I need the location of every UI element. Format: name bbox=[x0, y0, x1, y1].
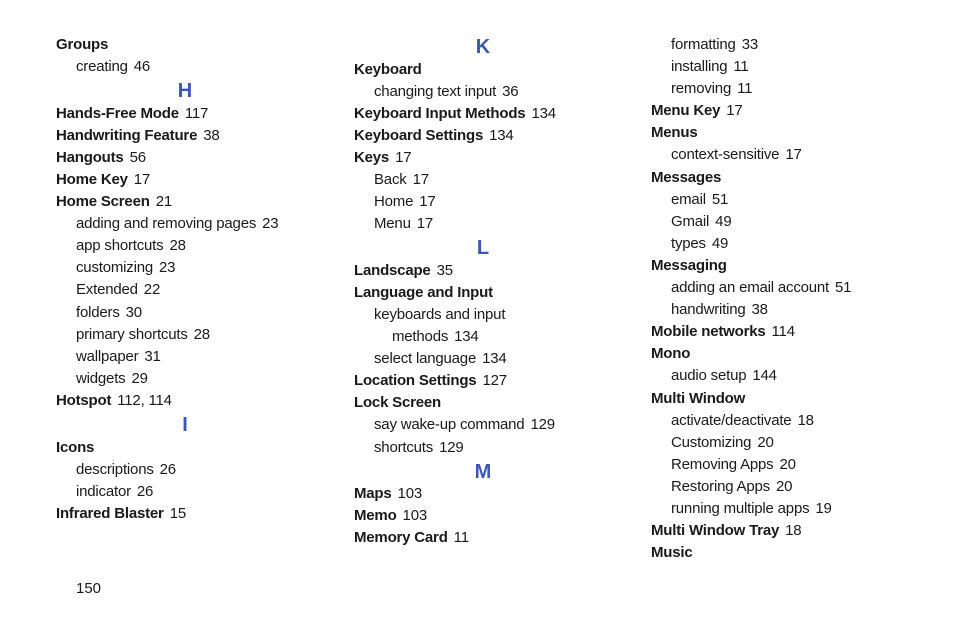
index-entry bbox=[651, 122, 911, 144]
entry-term: Removing Apps bbox=[671, 455, 774, 473]
index-entry bbox=[651, 255, 911, 277]
entry-page-ref: 15 bbox=[169, 504, 186, 522]
entry-term: wallpaper bbox=[76, 347, 139, 365]
entry-term: say wake-up command bbox=[374, 416, 525, 434]
entry-page-ref: 117 bbox=[184, 104, 209, 122]
entry-term: Infrared Blaster bbox=[56, 504, 164, 522]
entry-term: Multi Window Tray bbox=[651, 522, 780, 540]
index-subentry bbox=[56, 368, 316, 390]
entry-page-ref: 17 bbox=[419, 193, 436, 211]
index-subentry bbox=[56, 481, 316, 503]
entry-term: context-sensitive bbox=[671, 146, 780, 164]
index-entry bbox=[354, 59, 614, 81]
entry-page-ref: 35 bbox=[436, 261, 453, 279]
index-entry bbox=[354, 527, 614, 549]
index-subentry bbox=[354, 437, 614, 459]
entry-term: Home Screen bbox=[56, 193, 150, 211]
entry-page-ref: 26 bbox=[159, 460, 176, 478]
entry-term: methods bbox=[392, 328, 449, 346]
entry-page-ref: 31 bbox=[144, 347, 161, 365]
index-entry bbox=[651, 520, 911, 542]
entry-term: installing bbox=[671, 58, 728, 76]
index-entry bbox=[354, 483, 614, 505]
index-column-3 bbox=[651, 34, 911, 564]
entry-page-ref: 127 bbox=[482, 372, 507, 390]
index-subentry bbox=[56, 56, 316, 78]
entry-term: handwriting bbox=[671, 301, 746, 319]
entry-page-ref: 21 bbox=[155, 193, 172, 211]
entry-page-ref: 134 bbox=[454, 328, 479, 346]
index-subentry bbox=[354, 213, 614, 235]
entry-term: Home Key bbox=[56, 170, 128, 188]
index-entry bbox=[354, 370, 614, 392]
entry-page-ref: 33 bbox=[741, 36, 758, 53]
entry-term: Home bbox=[374, 193, 414, 211]
entry-term: Music bbox=[651, 544, 693, 562]
index-subentry bbox=[354, 348, 614, 370]
entry-page-ref: 112, 114 bbox=[117, 391, 172, 409]
index-subentry bbox=[56, 279, 316, 301]
entry-term: Memory Card bbox=[354, 529, 448, 547]
index-subentry bbox=[651, 299, 911, 321]
section-letter: M bbox=[474, 460, 492, 483]
entry-term: audio setup bbox=[671, 367, 747, 385]
entry-term: Hands-Free Mode bbox=[56, 104, 179, 122]
entry-page-ref: 103 bbox=[397, 485, 422, 503]
entry-term: Restoring Apps bbox=[671, 477, 770, 495]
index-subentry bbox=[651, 498, 911, 520]
index-subentry bbox=[354, 191, 614, 213]
entry-page-ref: 18 bbox=[785, 522, 802, 540]
index-subentry bbox=[651, 144, 911, 166]
entry-page-ref: 17 bbox=[133, 170, 151, 188]
entry-term: types bbox=[671, 234, 706, 252]
entry-page-ref: 20 bbox=[757, 433, 774, 451]
page-number: 150 bbox=[76, 580, 102, 597]
entry-page-ref: 11 bbox=[453, 529, 469, 547]
index-subentry bbox=[651, 277, 911, 299]
entry-term: select language bbox=[374, 350, 477, 368]
entry-term: changing text input bbox=[374, 82, 497, 100]
entry-term: Memo bbox=[354, 507, 397, 525]
entry-term: shortcuts bbox=[374, 438, 434, 456]
entry-page-ref: 29 bbox=[131, 369, 148, 387]
index-entry bbox=[56, 503, 316, 525]
index-entry bbox=[651, 343, 911, 365]
index-entry bbox=[354, 392, 614, 414]
index-subentry bbox=[354, 304, 614, 326]
entry-term: Handwriting Feature bbox=[56, 126, 198, 144]
entry-page-ref: 38 bbox=[751, 301, 768, 319]
entry-page-ref: 129 bbox=[530, 416, 555, 434]
index-entry bbox=[354, 260, 614, 282]
entry-term: creating bbox=[76, 58, 128, 76]
entry-term: folders bbox=[76, 303, 120, 321]
entry-term: Back bbox=[374, 170, 407, 188]
index-subentry bbox=[56, 324, 316, 346]
entry-page-ref: 36 bbox=[502, 82, 519, 100]
entry-term: Keyboard Settings bbox=[354, 126, 484, 144]
entry-term: Location Settings bbox=[354, 372, 477, 390]
entry-term: adding and removing pages bbox=[76, 215, 257, 233]
entry-page-ref: 129 bbox=[439, 438, 464, 456]
entry-term: formatting bbox=[671, 36, 736, 53]
index-subentry bbox=[354, 414, 614, 436]
index-column-2 bbox=[354, 34, 614, 549]
index-entry bbox=[651, 100, 911, 122]
index-subentry bbox=[651, 211, 911, 233]
entry-page-ref: 26 bbox=[136, 482, 154, 500]
section-letter: L bbox=[476, 237, 490, 260]
index-subentry bbox=[56, 302, 316, 324]
index-subentry bbox=[651, 476, 911, 498]
entry-term: Messaging bbox=[651, 256, 727, 274]
entry-page-ref: 46 bbox=[133, 58, 151, 76]
entry-page-ref: 114 bbox=[771, 323, 795, 341]
index-subentry bbox=[651, 365, 911, 387]
entry-term: keyboards and input bbox=[374, 305, 506, 323]
entry-term: activate/deactivate bbox=[671, 411, 792, 429]
entry-term: Keys bbox=[354, 148, 390, 166]
index-subentry bbox=[56, 346, 316, 368]
entry-term: removing bbox=[671, 80, 732, 98]
index-entry bbox=[354, 147, 614, 169]
entry-term: Messages bbox=[651, 168, 722, 186]
entry-page-ref: 17 bbox=[395, 148, 412, 166]
entry-term: app shortcuts bbox=[76, 237, 164, 255]
section-letter: I bbox=[182, 414, 188, 436]
entry-page-ref: 17 bbox=[785, 146, 802, 164]
index-subentry bbox=[354, 81, 614, 103]
index-entry bbox=[354, 103, 614, 125]
index-entry bbox=[651, 388, 911, 410]
entry-page-ref: 20 bbox=[775, 477, 793, 495]
entry-term: Landscape bbox=[354, 261, 431, 279]
entry-page-ref: 49 bbox=[715, 212, 732, 230]
entry-page-ref: 144 bbox=[752, 367, 777, 385]
entry-term: Keyboard bbox=[354, 60, 422, 78]
index-subentry bbox=[354, 326, 614, 348]
entry-term: Menu Key bbox=[651, 102, 721, 120]
entry-page-ref: 11 bbox=[737, 80, 753, 98]
index-entry bbox=[56, 191, 316, 213]
entry-page-ref: 17 bbox=[412, 170, 429, 188]
index-subentry bbox=[651, 189, 911, 211]
entry-term: email bbox=[671, 190, 706, 208]
index-subentry bbox=[651, 454, 911, 476]
index-entry bbox=[56, 437, 316, 459]
entry-page-ref: 134 bbox=[489, 126, 514, 144]
entry-term: running multiple apps bbox=[671, 499, 810, 517]
entry-page-ref: 23 bbox=[262, 215, 279, 233]
entry-page-ref: 18 bbox=[797, 411, 814, 429]
entry-term: Hotspot bbox=[56, 391, 112, 409]
entry-page-ref: 38 bbox=[203, 126, 220, 144]
entry-term: Gmail bbox=[671, 212, 710, 230]
entry-term: Icons bbox=[56, 438, 95, 456]
entry-page-ref: 20 bbox=[779, 455, 796, 473]
entry-term: Mobile networks bbox=[651, 323, 766, 341]
index-entry bbox=[56, 125, 316, 147]
index-entry bbox=[56, 147, 316, 169]
section-letter: K bbox=[475, 36, 491, 58]
entry-page-ref: 22 bbox=[143, 281, 161, 299]
entry-page-ref: 51 bbox=[835, 279, 852, 297]
index-subentry bbox=[56, 257, 316, 279]
entry-term: Mono bbox=[651, 345, 691, 363]
entry-page-ref: 28 bbox=[169, 237, 186, 255]
entry-term: Multi Window bbox=[651, 389, 746, 407]
entry-term: Customizing bbox=[671, 433, 752, 451]
entry-term: Lock Screen bbox=[354, 394, 442, 412]
index-subentry bbox=[651, 56, 911, 78]
index-subentry bbox=[651, 78, 911, 100]
index-subentry bbox=[56, 235, 316, 257]
entry-page-ref: 23 bbox=[159, 259, 176, 277]
index-subentry bbox=[651, 432, 911, 454]
index-subentry bbox=[56, 459, 316, 481]
index-subentry bbox=[651, 34, 911, 56]
index-entry bbox=[354, 282, 614, 304]
entry-page-ref: 17 bbox=[726, 102, 743, 120]
entry-term: Keyboard Input Methods bbox=[354, 104, 526, 122]
index-subentry bbox=[56, 213, 316, 235]
entry-page-ref: 28 bbox=[193, 325, 210, 343]
entry-page-ref: 56 bbox=[129, 148, 146, 166]
index-entry bbox=[56, 169, 316, 191]
entry-term: Extended bbox=[76, 281, 138, 299]
entry-term: primary shortcuts bbox=[76, 325, 188, 343]
entry-page-ref: 51 bbox=[711, 190, 729, 208]
entry-term: widgets bbox=[76, 369, 126, 387]
entry-page-ref: 49 bbox=[711, 234, 729, 252]
entry-term: customizing bbox=[76, 259, 153, 277]
index-entry bbox=[651, 167, 911, 189]
entry-page-ref: 11 bbox=[733, 58, 749, 76]
entry-page-ref: 17 bbox=[416, 215, 434, 233]
entry-term: Menu bbox=[374, 215, 411, 233]
entry-page-ref: 19 bbox=[815, 499, 832, 517]
index-entry bbox=[354, 505, 614, 527]
entry-term: Menus bbox=[651, 124, 698, 142]
entry-term: descriptions bbox=[76, 460, 154, 478]
index-entry bbox=[56, 390, 316, 412]
index-entry bbox=[651, 321, 911, 343]
index-entry bbox=[56, 103, 316, 125]
entry-term: indicator bbox=[76, 482, 131, 500]
entry-page-ref: 134 bbox=[482, 350, 507, 368]
entry-term: Language and Input bbox=[354, 283, 493, 301]
section-letter: H bbox=[177, 80, 193, 103]
index-subentry bbox=[354, 169, 614, 191]
index-entry bbox=[56, 34, 316, 56]
index-entry bbox=[354, 125, 614, 147]
entry-page-ref: 134 bbox=[531, 104, 556, 122]
entry-term: Hangouts bbox=[56, 148, 124, 166]
entry-term: Maps bbox=[354, 485, 392, 503]
index-subentry bbox=[651, 410, 911, 432]
entry-term: Groups bbox=[56, 36, 109, 53]
index-entry bbox=[651, 542, 911, 564]
entry-term: adding an email account bbox=[671, 279, 830, 297]
index-subentry bbox=[651, 233, 911, 255]
index-column-1 bbox=[56, 34, 316, 525]
entry-page-ref: 103 bbox=[402, 507, 427, 525]
entry-page-ref: 30 bbox=[125, 303, 142, 321]
